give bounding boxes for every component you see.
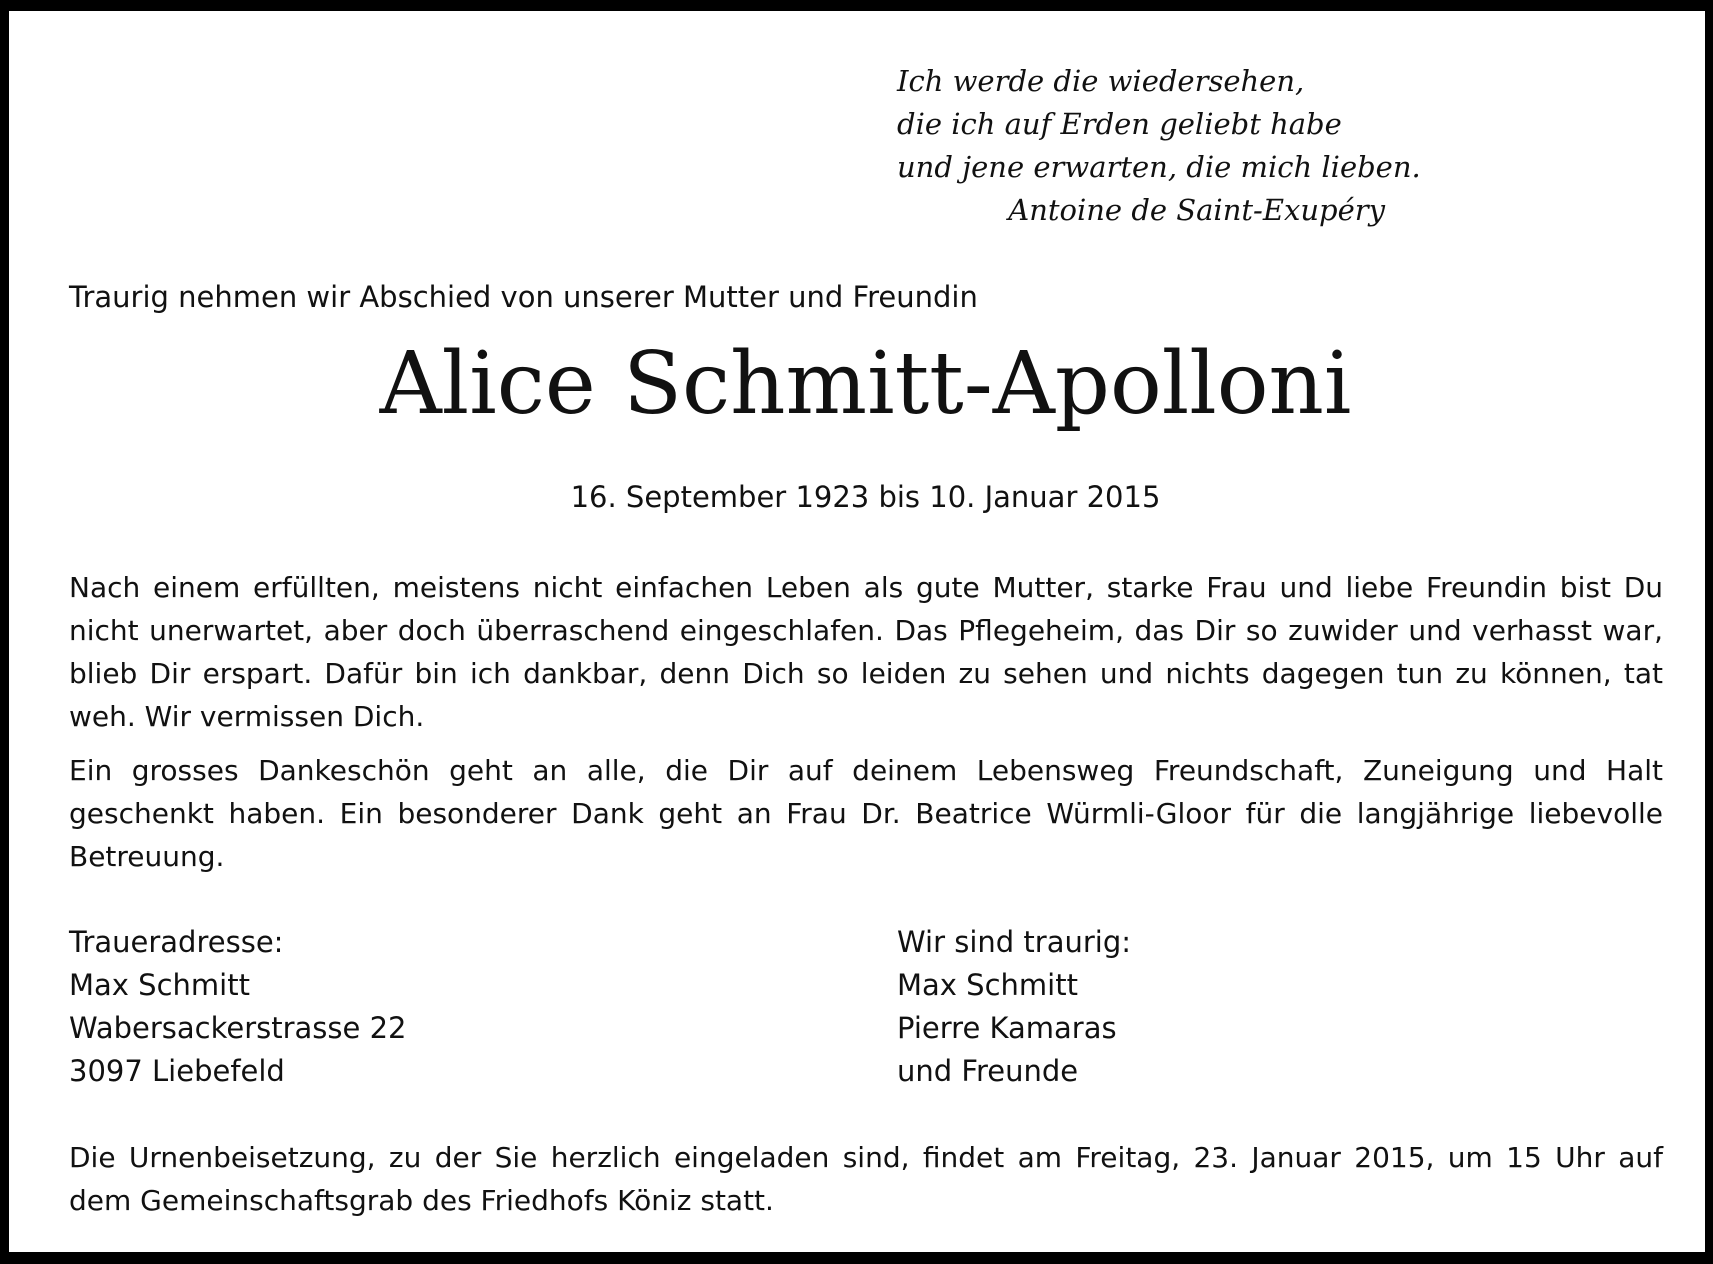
life-dates: 16. September 1923 bis 10. Januar 2015 (570, 480, 1161, 514)
paragraph-line: blieb Dir erspart. Dafür bin ich dankbar, denn Dich so leiden zu sehen und nichts dagegen tun zu können, tat (69, 657, 1663, 690)
thanks-paragraph (69, 749, 1663, 878)
mourner-name: Max Schmitt (897, 968, 1078, 1002)
paragraph-line: nicht unerwartet, aber doch überraschend eingeschlafen. Das Pflegeheim, das Dir so zuwider und verhasst war, (69, 614, 1663, 647)
intro-line: Traurig nehmen wir Abschied von unserer Mutter und Freundin (69, 280, 978, 314)
address-heading: Traueradresse: (69, 925, 284, 959)
paragraph-line: Nach einem erfüllten, meistens nicht einfachen Leben als gute Mutter, starke Frau und liebe Freundin bist Du (69, 571, 1663, 604)
paragraph-line: Betreuung. (69, 840, 225, 873)
burial-notice (69, 1136, 1663, 1222)
mourning-address (69, 921, 406, 1093)
epigraph-quote (897, 60, 1421, 232)
mourners-heading: Wir sind traurig: (897, 925, 1132, 959)
paragraph-line: weh. Wir vermissen Dich. (69, 700, 425, 733)
quote-line: die ich auf Erden geliebt habe (897, 107, 1342, 141)
mourners-list (897, 921, 1131, 1093)
quote-line: Ich werde die wiedersehen, (897, 64, 1305, 98)
address-line: Wabersackerstrasse 22 (69, 1011, 407, 1045)
paragraph-line: Ein grosses Dankeschön geht an alle, die Dir auf deinem Lebensweg Freundschaft, Zuneigung und Halt (69, 754, 1663, 787)
deceased-name: Alice Schmitt-Apolloni (379, 334, 1352, 434)
quote-line: und jene erwarten, die mich lieben. (897, 150, 1421, 184)
paragraph-line: geschenkt haben. Ein besonderer Dank geht an Frau Dr. Beatrice Würmli-Gloor für die langjährige liebevolle (69, 797, 1663, 830)
mourner-name: und Freunde (897, 1054, 1079, 1088)
notice-line: dem Gemeinschaftsgrab des Friedhofs Köniz statt. (69, 1184, 774, 1217)
mourner-name: Pierre Kamaras (897, 1011, 1117, 1045)
farewell-paragraph (69, 566, 1663, 738)
address-line: 3097 Liebefeld (69, 1054, 285, 1088)
quote-author: Antoine de Saint-Exupéry (1008, 193, 1385, 227)
address-line: Max Schmitt (69, 968, 250, 1002)
notice-line: Die Urnenbeisetzung, zu der Sie herzlich eingeladen sind, findet am Freitag, 23. Januar 2015, um 15 Uhr auf (69, 1141, 1663, 1174)
